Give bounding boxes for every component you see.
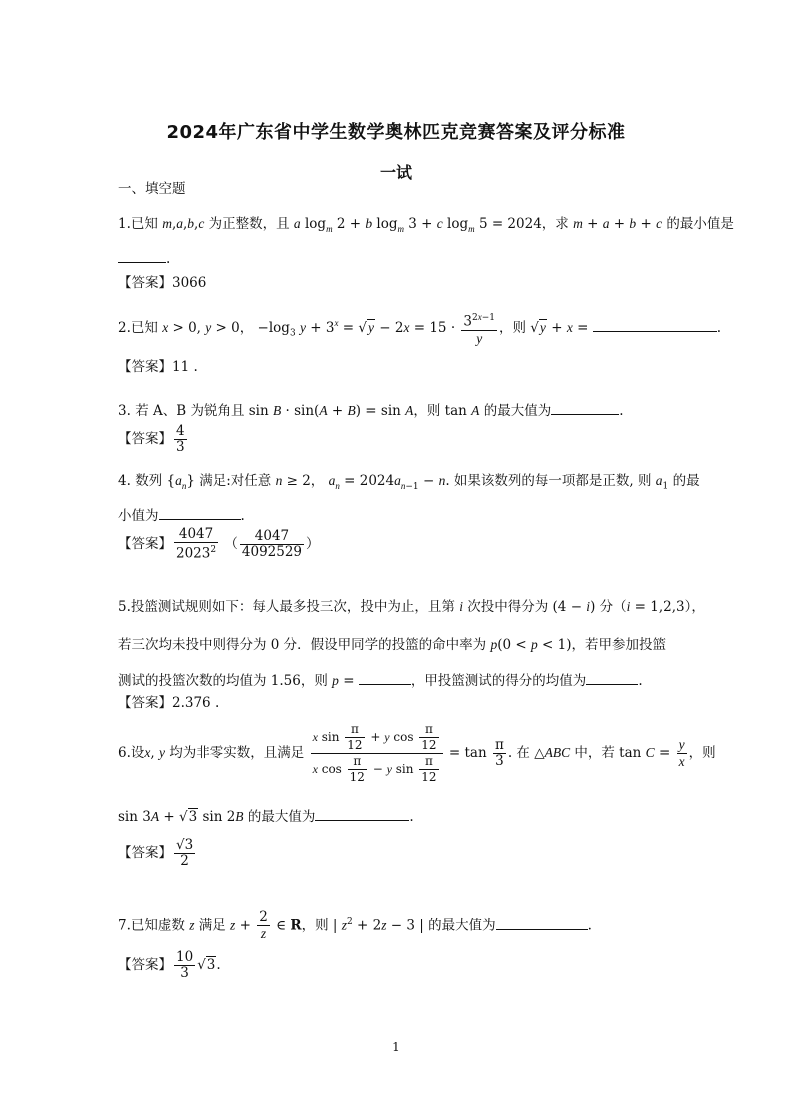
answer-3: 【答案】 $\frac{4}{3}$: [118, 423, 185, 455]
answer-2: 【答案】11 .: [118, 359, 198, 375]
page-number: 1: [392, 1040, 400, 1054]
problem-5: 5.投篮测试规则如下：每人最多投三次，投中为止，且第 i 次投中得分为 (4 − i) 分（i = 1,2,3），: [118, 599, 705, 615]
problem-1-blank: .: [118, 248, 170, 268]
problem-5-cont: 若三次均未投中则得分为 0 分．假设甲同学的投篮的命中率为 p(0 < p < 1)，若甲参加投篮: [118, 637, 666, 653]
document-subtitle: 一试: [379, 163, 412, 182]
problem-4: 4. 数列 $\{a_n\}$ 满足:对任意 n ≥ 2， $a_n = 2024a_{n-1} - n$. 如果该数列的每一项都是正数, 则 $a_1$ 的最: [118, 473, 700, 492]
answer-7: 【答案】 $\frac{10}{3}$ √3.: [118, 949, 221, 981]
answer-6: 【答案】 $\frac{√3}{2}$: [118, 837, 194, 869]
problem-4-cont: 小值为 .: [118, 505, 245, 525]
answer-4: 【答案】 $\frac{4047}{2023^2}$ （ $\frac{4047}{4092529}$ ）: [118, 526, 320, 562]
problem-7: 7.已知虚数 z 满足 z + $\frac{2}{z}$ ∈ R，则 | $z^2 + 2z - 3$ | 的最大值为 .: [118, 909, 592, 941]
problem-6-cont: sin 3A + √3 sin 2B 的最大值为 .: [118, 806, 414, 826]
answer-5: 【答案】2.376 .: [118, 695, 220, 711]
document-title: 2024年广东省中学生数学奥林匹克竞赛答案及评分标准: [166, 122, 626, 143]
problem-1: 1.已知 m,a,b,c 为正整数，且 a $\log_m 2 + b$ $\log_m 3 + c$ $\log_m 5 = 2024$，求 m + a + b + c 的最小值是: [118, 216, 734, 234]
problem-6: 6.设x, y 均为非零实数，且满足 x sin $\frac{\pi}{12}$ + y cos $\frac{\pi}{12}$ x cos $\frac{\pi}{12}$ − y sin $\frac{\pi}{12}$ = tan $\frac{\pi}{3}$ . 在 △ABC 中，若 tan C = $\frac{y}{x}$ ，则: [118, 722, 716, 784]
problem-5-cont2: 测试的投篮次数的均值为 1.56，则 p = ，甲投篮测试的得分的均值为 .: [118, 670, 643, 690]
problem-2: 2.已知 x > 0, y > 0， $-\log_3$ $y + 3^x = √y - 2x = 15$ · $\frac{3^{2x-1}}{y}$ ，则 √y + x = .: [118, 312, 722, 346]
problem-3: 3. 若 A、B 为锐角且 sin B · sin(A + B) = sin A，则 tan A 的最大值为 .: [118, 400, 624, 420]
answer-1: 【答案】3066: [118, 275, 207, 291]
section-heading: 一、填空题: [118, 181, 186, 197]
